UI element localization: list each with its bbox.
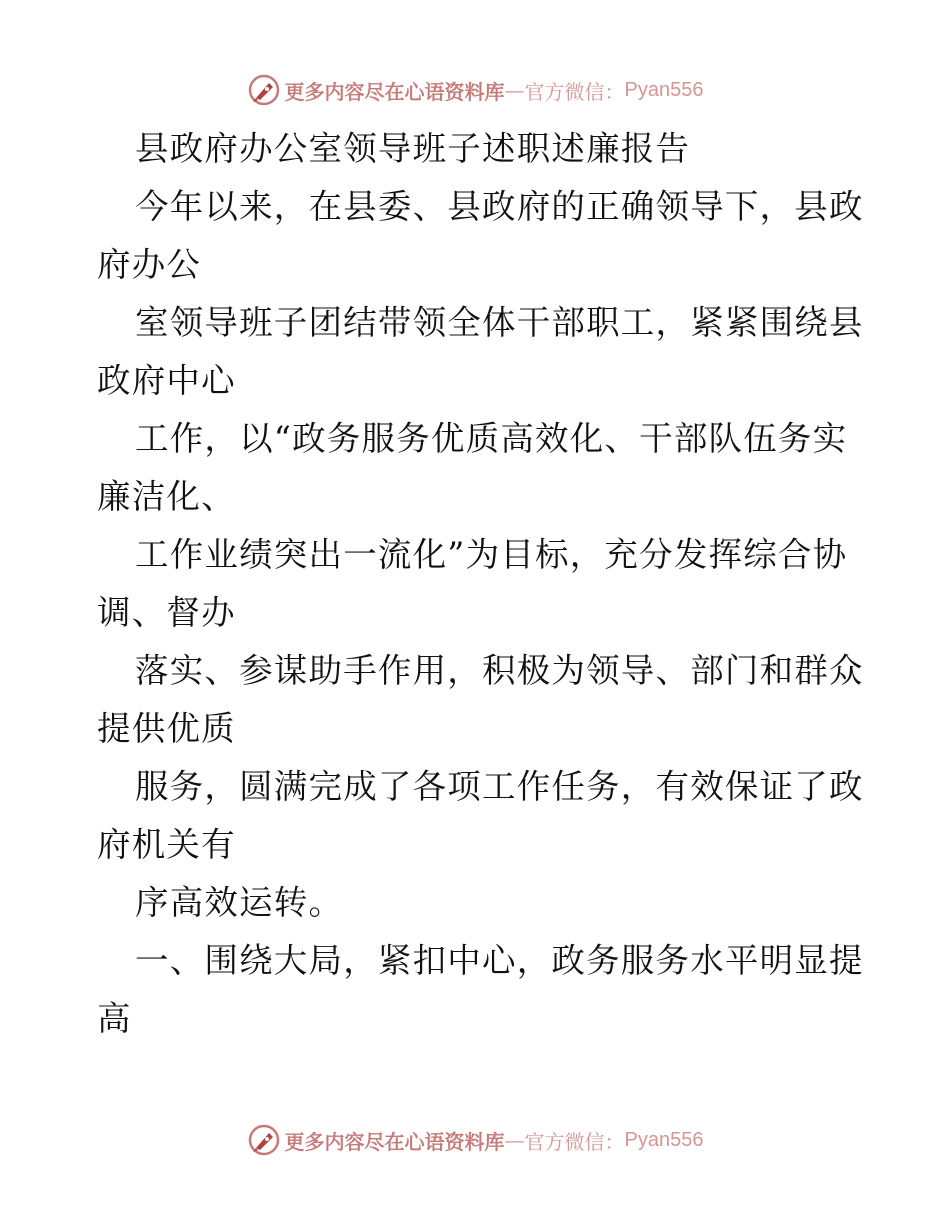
pen-nib-logo-icon: [247, 73, 281, 107]
banner-main-text: 更多内容尽在心语资料库: [284, 1129, 505, 1154]
text-line: 廉洁化、: [97, 477, 236, 516]
banner-dash: —: [504, 1128, 525, 1152]
text-line: 工作业绩突出一流化”为目标，充分发挥综合协: [135, 535, 848, 574]
banner-sub-text: 官方微信：: [524, 1129, 625, 1154]
header-banner: [0, 70, 950, 110]
text-line: 提供优质: [97, 709, 236, 748]
text-line: 今年以来，在县委、县政府的正确领导下，县政: [135, 187, 864, 226]
text-line: 府机关有: [97, 825, 236, 864]
text-line: 高: [97, 999, 132, 1038]
text-line: 序高效运转。: [135, 883, 344, 922]
text-line: 室领导班子团结带领全体干部职工，紧紧围绕县: [135, 303, 864, 342]
text-line: 落实、参谋助手作用，积极为领导、部门和群众: [135, 651, 864, 690]
footer-banner: [0, 1120, 950, 1160]
banner-wechat-id: Pyan556: [624, 1128, 704, 1151]
banner-wechat-id: Pyan556: [624, 78, 704, 101]
banner-sub-text: 官方微信：: [524, 79, 625, 104]
text-line: 工作，以“政务服务优质高效化、干部队伍务实: [135, 419, 848, 458]
banner-dash: —: [504, 78, 525, 102]
document-title: 县政府办公室领导班子述职述廉报告: [135, 129, 691, 168]
text-line: 政府中心: [97, 361, 236, 400]
text-line: 服务，圆满完成了各项工作任务，有效保证了政: [135, 767, 864, 806]
document-body: [97, 120, 864, 1048]
banner-main-text: 更多内容尽在心语资料库: [284, 79, 505, 104]
section-heading: 一、围绕大局，紧扣中心，政务服务水平明显提: [135, 941, 864, 980]
text-line: 府办公: [97, 245, 202, 284]
pen-nib-logo-icon: [247, 1123, 281, 1157]
text-line: 调、督办: [97, 593, 236, 632]
